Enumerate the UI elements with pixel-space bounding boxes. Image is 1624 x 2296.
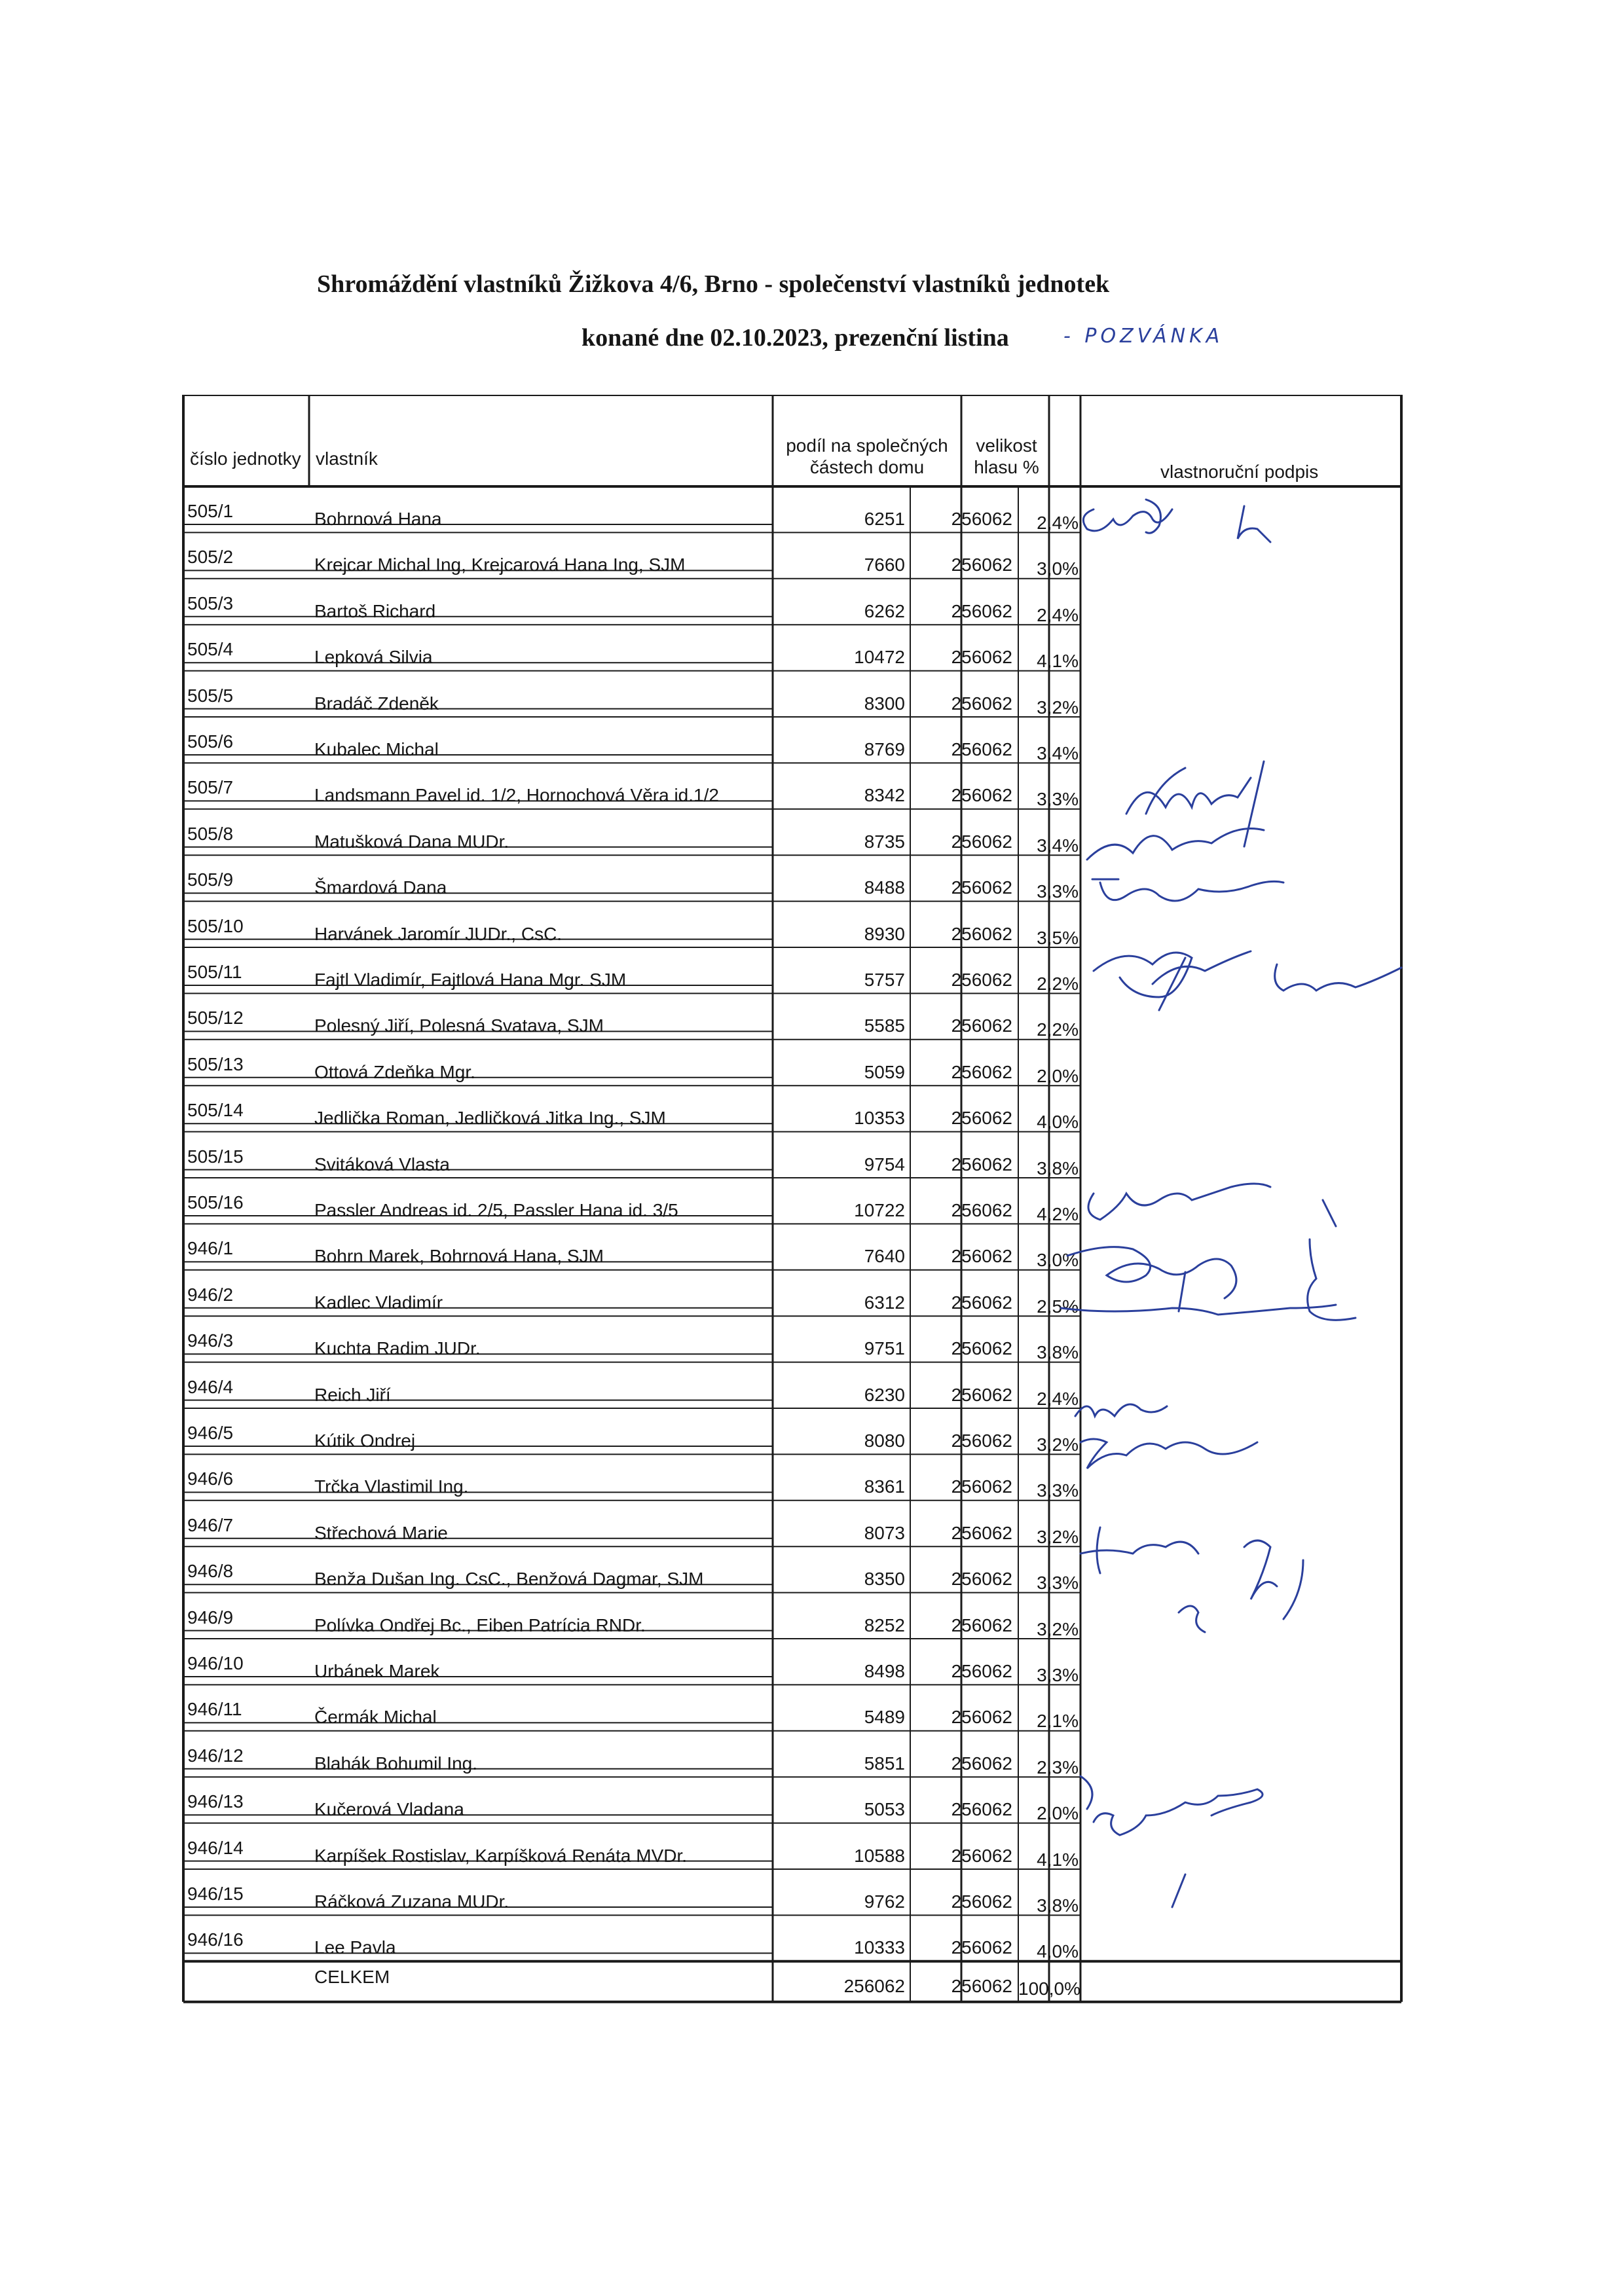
unit-number: 505/2 xyxy=(187,547,234,568)
unit-number: 946/14 xyxy=(187,1837,244,1858)
unit-number: 505/6 xyxy=(187,731,234,752)
share-total: 256062 xyxy=(951,647,1012,668)
unit-number: 505/12 xyxy=(187,1008,244,1029)
owner-name: Bohrn Marek, Bohrnová Hana, SJM xyxy=(314,1246,604,1267)
share-total: 256062 xyxy=(951,831,1012,852)
owner-name: Benža Dušan Ing. CsC., Benžová Dagmar, SJM xyxy=(314,1569,704,1590)
unit-number: 946/7 xyxy=(187,1514,234,1535)
unit-number: 505/13 xyxy=(187,1053,244,1074)
owner-name: Ottová Zdeňka Mgr. xyxy=(314,1061,475,1082)
col-header-vote-1: velikost xyxy=(976,435,1037,456)
share-value: 9762 xyxy=(864,1891,905,1912)
col-header-vote-2: hlasu % xyxy=(974,457,1039,477)
share-value: 8252 xyxy=(864,1614,905,1635)
total-vote: 100,0% xyxy=(1018,1978,1080,1999)
vote-percent: 3,8% xyxy=(1037,1157,1079,1178)
vote-percent: 2,4% xyxy=(1037,513,1079,533)
unit-number: 946/8 xyxy=(187,1561,234,1582)
col-header-unit: číslo jednotky xyxy=(190,448,301,469)
share-total: 256062 xyxy=(951,785,1012,806)
share-total: 256062 xyxy=(951,1154,1012,1175)
vote-percent: 3,8% xyxy=(1037,1895,1079,1916)
document-subtitle: konané dne 02.10.2023, prezenční listina xyxy=(581,324,1009,352)
vote-percent: 4,1% xyxy=(1037,1849,1079,1870)
share-total: 256062 xyxy=(951,1108,1012,1129)
share-total: 256062 xyxy=(951,555,1012,575)
owner-name: Střechová Marie xyxy=(314,1522,448,1543)
share-total: 256062 xyxy=(951,877,1012,898)
owner-name: Bradáč Zdeněk xyxy=(314,693,439,714)
owner-name: Harvánek Jaromír JUDr., CsC. xyxy=(314,923,563,944)
unit-number: 946/3 xyxy=(187,1330,234,1351)
unit-number: 505/11 xyxy=(187,962,242,982)
unit-number: 946/13 xyxy=(187,1791,244,1812)
share-value: 8073 xyxy=(864,1522,905,1543)
share-value: 8361 xyxy=(864,1476,905,1497)
unit-number: 946/10 xyxy=(187,1653,244,1673)
share-value: 5585 xyxy=(864,1015,905,1036)
unit-number: 946/12 xyxy=(187,1745,244,1766)
share-total: 256062 xyxy=(951,509,1012,529)
vote-percent: 3,3% xyxy=(1037,789,1079,810)
vote-percent: 2,4% xyxy=(1037,604,1079,625)
share-value: 9754 xyxy=(864,1154,905,1175)
unit-number: 505/15 xyxy=(187,1146,244,1167)
unit-number: 505/1 xyxy=(187,501,234,521)
owner-name: Bohrnová Hana xyxy=(314,509,442,529)
owner-name: Blahák Bohumil Ing. xyxy=(314,1753,478,1774)
share-total: 256062 xyxy=(951,1476,1012,1497)
unit-number: 505/5 xyxy=(187,685,234,706)
share-total: 256062 xyxy=(951,1430,1012,1451)
unit-number: 505/4 xyxy=(187,639,234,660)
col-header-signature: vlastnoruční podpis xyxy=(1160,462,1319,482)
unit-number: 505/14 xyxy=(187,1100,244,1121)
col-header-share-2: částech domu xyxy=(809,457,925,477)
share-value: 8735 xyxy=(864,831,905,852)
share-total: 256062 xyxy=(951,1569,1012,1590)
owner-name: Trčka Vlastimil Ing. xyxy=(314,1476,469,1497)
vote-percent: 2,0% xyxy=(1037,1065,1079,1086)
share-total: 256062 xyxy=(951,1753,1012,1774)
document-title: Shromáždění vlastníků Žižkova 4/6, Brno - společenství vlastníků jednotek xyxy=(317,270,1110,298)
vote-percent: 3,4% xyxy=(1037,743,1079,763)
share-total: 256062 xyxy=(951,1015,1012,1036)
share-total: 256062 xyxy=(951,1799,1012,1820)
owner-name: Lepková Silvia xyxy=(314,647,433,668)
share-total: 256062 xyxy=(951,1061,1012,1082)
share-value: 6251 xyxy=(864,509,905,529)
owner-name: Svitáková Vlasta xyxy=(314,1154,450,1175)
share-total: 256062 xyxy=(951,1937,1012,1958)
share-total: 256062 xyxy=(951,1661,1012,1681)
share-value: 8350 xyxy=(864,1569,905,1590)
unit-number: 505/3 xyxy=(187,592,234,613)
owner-name: Kadlec Vladimír xyxy=(314,1292,443,1313)
owner-name: Šmardová Dana xyxy=(314,877,447,898)
owner-name: Kučerová Vladana xyxy=(314,1799,464,1820)
owner-name: Landsmann Pavel id. 1/2, Hornochová Věra id.1/2 xyxy=(314,785,719,806)
vote-percent: 2,2% xyxy=(1037,974,1079,994)
unit-number: 505/7 xyxy=(187,777,234,798)
owner-name: Urbánek Marek xyxy=(314,1661,440,1681)
vote-percent: 2,4% xyxy=(1037,1388,1079,1409)
share-total: 256062 xyxy=(951,1292,1012,1313)
share-total: 256062 xyxy=(951,600,1012,621)
owner-name: Polívka Ondřej Bc., Eiben Patrícia RNDr. xyxy=(314,1614,646,1635)
unit-number: 946/16 xyxy=(187,1929,244,1950)
share-value: 5059 xyxy=(864,1061,905,1082)
total-label: CELKEM xyxy=(314,1966,390,1987)
owner-name: Kuchta Radim JUDr. xyxy=(314,1338,481,1359)
owner-name: Bartoš Richard xyxy=(314,600,436,621)
share-value: 10722 xyxy=(854,1200,905,1220)
unit-number: 946/1 xyxy=(187,1238,234,1259)
share-value: 5489 xyxy=(864,1707,905,1728)
share-value: 5757 xyxy=(864,970,905,990)
unit-number: 946/2 xyxy=(187,1284,234,1305)
total-share: 256062 xyxy=(843,1975,905,1996)
share-value: 6230 xyxy=(864,1384,905,1405)
share-value: 8769 xyxy=(864,739,905,759)
owner-name: Polesný Jiří, Polesná Svatava, SJM xyxy=(314,1015,604,1036)
vote-percent: 3,2% xyxy=(1037,1434,1079,1455)
vote-percent: 3,3% xyxy=(1037,1573,1079,1594)
unit-number: 946/6 xyxy=(187,1468,234,1489)
share-total: 256062 xyxy=(951,739,1012,759)
owner-name: Lee Pavla xyxy=(314,1937,396,1958)
share-value: 8930 xyxy=(864,923,905,944)
share-total: 256062 xyxy=(951,1246,1012,1267)
share-value: 7660 xyxy=(864,555,905,575)
vote-percent: 2,2% xyxy=(1037,1019,1079,1040)
owner-name: Jedlička Roman, Jedličková Jitka Ing., SJM xyxy=(314,1108,666,1129)
vote-percent: 4,2% xyxy=(1037,1204,1079,1224)
share-value: 8488 xyxy=(864,877,905,898)
vote-percent: 3,5% xyxy=(1037,927,1079,948)
unit-number: 505/8 xyxy=(187,823,234,844)
share-total: 256062 xyxy=(951,1614,1012,1635)
share-value: 5053 xyxy=(864,1799,905,1820)
share-total: 256062 xyxy=(951,1338,1012,1359)
owner-name: Fajtl Vladimír, Fajtlová Hana Mgr. SJM xyxy=(314,970,627,990)
col-header-share-1: podíl na společných xyxy=(786,435,948,456)
share-total: 256062 xyxy=(951,693,1012,714)
vote-percent: 3,3% xyxy=(1037,1480,1079,1501)
owner-name: Ráčková Zuzana MUDr. xyxy=(314,1891,509,1912)
vote-percent: 3,2% xyxy=(1037,1618,1079,1639)
owner-name: Čermák Michal xyxy=(314,1707,437,1728)
unit-number: 505/10 xyxy=(187,915,244,936)
share-value: 8300 xyxy=(864,693,905,714)
share-total: 256062 xyxy=(951,1845,1012,1866)
share-value: 8498 xyxy=(864,1661,905,1681)
share-total: 256062 xyxy=(951,1891,1012,1912)
share-value: 10588 xyxy=(854,1845,905,1866)
attendance-table xyxy=(164,395,1412,2014)
handwritten-note: - POZVÁNKA xyxy=(1063,325,1224,348)
share-value: 7640 xyxy=(864,1246,905,1267)
unit-number: 946/5 xyxy=(187,1423,234,1443)
vote-percent: 3,0% xyxy=(1037,1250,1079,1271)
vote-percent: 3,8% xyxy=(1037,1342,1079,1363)
owner-name: Matušková Dana MUDr. xyxy=(314,831,509,852)
unit-number: 946/4 xyxy=(187,1376,234,1397)
owner-name: Kubalec Michal xyxy=(314,739,439,759)
owner-name: Krejcar Michal Ing, Krejcarová Hana Ing, SJM xyxy=(314,555,686,575)
owner-name: Kútik Ondrej xyxy=(314,1430,416,1451)
col-header-owner: vlastník xyxy=(316,448,378,469)
vote-percent: 2,1% xyxy=(1037,1711,1079,1732)
vote-percent: 3,2% xyxy=(1037,697,1079,718)
vote-percent: 4,1% xyxy=(1037,651,1079,672)
share-total: 256062 xyxy=(951,970,1012,990)
vote-percent: 3,2% xyxy=(1037,1526,1079,1547)
share-total: 256062 xyxy=(951,1384,1012,1405)
vote-percent: 4,0% xyxy=(1037,1941,1079,1962)
total-total: 256062 xyxy=(951,1975,1012,1996)
vote-percent: 2,0% xyxy=(1037,1803,1079,1824)
share-total: 256062 xyxy=(951,923,1012,944)
share-value: 8342 xyxy=(864,785,905,806)
owner-name: Passler Andreas id. 2/5, Passler Hana id. 3/5 xyxy=(314,1200,678,1220)
vote-percent: 3,4% xyxy=(1037,835,1079,856)
share-value: 5851 xyxy=(864,1753,905,1774)
share-value: 6312 xyxy=(864,1292,905,1313)
owner-name: Karpíšek Rostislav, Karpíšková Renáta MVDr. xyxy=(314,1845,688,1866)
unit-number: 946/9 xyxy=(187,1607,234,1628)
vote-percent: 2,5% xyxy=(1037,1296,1079,1317)
vote-percent: 3,3% xyxy=(1037,881,1079,902)
vote-percent: 3,0% xyxy=(1037,558,1079,579)
unit-number: 505/9 xyxy=(187,869,234,890)
share-value: 10472 xyxy=(854,647,905,668)
owner-name: Reich Jiří xyxy=(314,1384,391,1405)
share-total: 256062 xyxy=(951,1522,1012,1543)
share-total: 256062 xyxy=(951,1707,1012,1728)
share-value: 10333 xyxy=(854,1937,905,1958)
unit-number: 505/16 xyxy=(187,1192,244,1212)
unit-number: 946/15 xyxy=(187,1884,244,1904)
vote-percent: 2,3% xyxy=(1037,1757,1079,1777)
vote-percent: 4,0% xyxy=(1037,1112,1079,1133)
share-value: 10353 xyxy=(854,1108,905,1129)
share-total: 256062 xyxy=(951,1200,1012,1220)
unit-number: 946/11 xyxy=(187,1699,242,1720)
vote-percent: 3,3% xyxy=(1037,1665,1079,1685)
share-value: 9751 xyxy=(864,1338,905,1359)
share-value: 6262 xyxy=(864,600,905,621)
share-value: 8080 xyxy=(864,1430,905,1451)
